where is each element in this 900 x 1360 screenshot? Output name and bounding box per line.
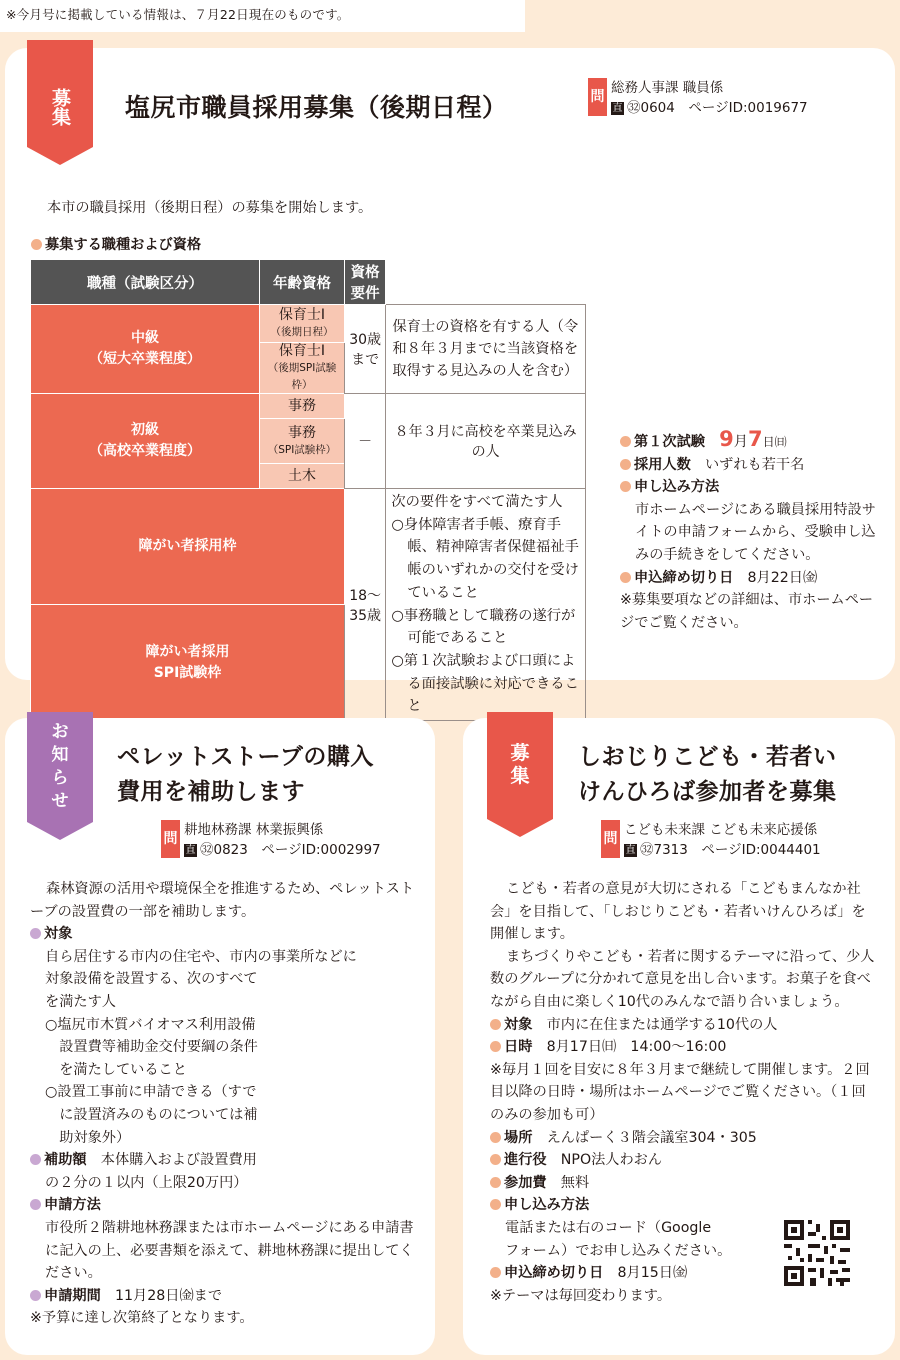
inquiry-icon: 問 — [588, 78, 607, 116]
notice-text: ※今月号に掲載している情報は、７月22日現在のものです。 — [6, 7, 350, 22]
card2-contact: 問耕地林務課 林業振興係 直 ㉜0823 ページID:0002997 — [161, 820, 381, 860]
age-shokyu: － — [345, 394, 386, 489]
col-header: 職種（試験区分） — [31, 260, 260, 305]
col-header: 資格要件 — [345, 260, 386, 305]
card3-contact: 問こども未来課 こども未来応援係 直 ㉜7313 ページID:0044401 — [601, 820, 821, 860]
category-shogai-spi: 障がい者採用 SPI試験枠 — [31, 605, 345, 721]
qualification-table — [30, 259, 586, 721]
age-shogai: 18〜35歳 — [345, 489, 386, 721]
qr-code-icon[interactable] — [780, 1216, 854, 1290]
ribbon-notice: お 知 ら せ — [27, 712, 93, 822]
ribbon-recruit: 募 集 — [487, 712, 553, 819]
job-jimu-spi: 事務 （SPI試験枠） — [260, 419, 345, 464]
bullet-icon — [620, 436, 631, 447]
contact-dept: 総務人事課 職員係 — [611, 80, 724, 96]
bullet-icon — [490, 1267, 501, 1278]
card2-title: ペレットストーブの購入 費用を補助します — [117, 744, 374, 805]
job-doboku: 土木 — [260, 464, 345, 489]
req-chukyu: 保育士の資格を有する人（令和８年３月までに当該資格を取得する見込みの人を含む） — [386, 305, 586, 394]
card3-body: こども・若者の意見が大切にされる「こどもまんなか社会」を目指して、「しおじりこども・若者いけんひろば」を開催します。 まちづくりやこども・若者に関するテーマに沿って、少人数のグループに分かれて意見を出し合います。お菓子を食べながら自由に楽しく10代のみんなで語り合いましょう。 対象 市内に在住または通学する10代の人 日時 8月17日㈰ 14:00〜16:00 ※毎月１回を目安に８年３月まで継続して開催します。２回目以降の日時・場所はホームページでご覧ください。（１回のみの参加も可） 場所 えんぱーく３階会議室304・305 進行役 NPO法人わおん 参加費 無料 申し込み方法 電話または右のコード（Google フォーム）でお申し込みください。 申込締め切り日 8月15日㈮ ※テーマは毎回変わります。 — [490, 881, 875, 1304]
bullet-icon — [31, 239, 42, 250]
inquiry-icon: 問 — [161, 820, 180, 858]
direct-phone-icon: 直 — [185, 844, 196, 856]
bullet-icon — [30, 1199, 41, 1210]
card1-intro: 本市の職員採用（後期日程）の募集を開始します。 — [47, 200, 373, 216]
direct-phone-icon: 直 — [625, 844, 636, 856]
age-chukyu: 30歳まで — [345, 305, 386, 394]
job-hoikushi: 保育士Ⅰ （後期日程） — [260, 305, 345, 343]
bullet-icon — [490, 1199, 501, 1210]
bullet-icon — [620, 572, 631, 583]
contact-phone: ㉜0604 — [627, 100, 675, 116]
bullet-icon — [490, 1177, 501, 1188]
card1-details: 第１次試験 9月7日㈰ 採用人数 いずれも若干名 申し込み方法 市ホームページにある職員採用特設サイトの申請フォームから、受験申し込みの手続きをしてください。 申込締め切り日 8月22日㈮ ※募集要項などの詳細は、市ホームページでご覧ください。 — [620, 427, 876, 631]
job-jimu: 事務 — [260, 394, 345, 419]
bullet-icon — [490, 1154, 501, 1165]
bullet-icon — [30, 1154, 41, 1165]
ribbon-recruit: 募集 — [27, 40, 93, 147]
contact-page-id: ページID:0019677 — [688, 100, 808, 116]
req-shokyu: ８年３月に高校を卒業見込みの人 — [386, 394, 586, 489]
bullet-icon — [490, 1019, 501, 1030]
col-header: 年齢資格 — [260, 260, 345, 305]
category-chukyu: 中級 （短大卒業程度） — [31, 305, 260, 394]
req-shogai: 次の要件をすべて満たす人 ○身体障害者手帳、療育手帳、精神障害者保健福祉手帳のいずれかの交付を受けていること ○事務職として職務の遂行が可能であること ○第１次試験および口頭による面接試験に対応できること — [386, 489, 586, 721]
job-hoikushi-spi: 保育士Ⅰ （後期SPI試験枠） — [260, 343, 345, 394]
card1-contact — [588, 78, 808, 118]
table-header-row — [31, 260, 586, 305]
bullet-icon — [490, 1132, 501, 1143]
direct-phone-icon: 直 — [612, 102, 623, 114]
category-shokyu: 初級 （高校卒業程度） — [31, 394, 260, 489]
card2-body: 森林資源の活用や環境保全を推進するため、ペレットストーブの設置費の一部を補助します。 対象 自ら居住する市内の住宅や、市内の事業所などに 対象設備を設置する、次のすべて を満たす人 ○塩尻市木質バイオマス利用設備 設置費等補助金交付要綱の条件 を満たしていること ○設置工事前に申請できる（すで に設置済みのものについては補 助対象外） 補助額 本体購入および設置費用 の２分の１以内（上限20万円） 申請方法 市役所２階耕地林務課または市ホームページにある申請書に記入の上、必要書類を添えて、耕地林務課に提出してください。 申請期間 11月28日㈮まで ※予算に達し次第終了となります。 — [30, 881, 415, 1327]
card1-title: 塩尻市職員採用募集（後期日程） — [125, 93, 508, 122]
card3-title: しおじりこども・若者い けんひろば参加者を募集 — [578, 744, 837, 805]
bullet-icon — [30, 1290, 41, 1301]
bullet-icon — [620, 459, 631, 470]
bullet-icon — [30, 928, 41, 939]
bullet-icon — [490, 1041, 501, 1052]
inquiry-icon: 問 — [601, 820, 620, 858]
category-shogai: 障がい者採用枠 — [31, 489, 345, 605]
bullet-icon — [620, 481, 631, 492]
table-heading: 募集する職種および資格 — [31, 234, 201, 257]
